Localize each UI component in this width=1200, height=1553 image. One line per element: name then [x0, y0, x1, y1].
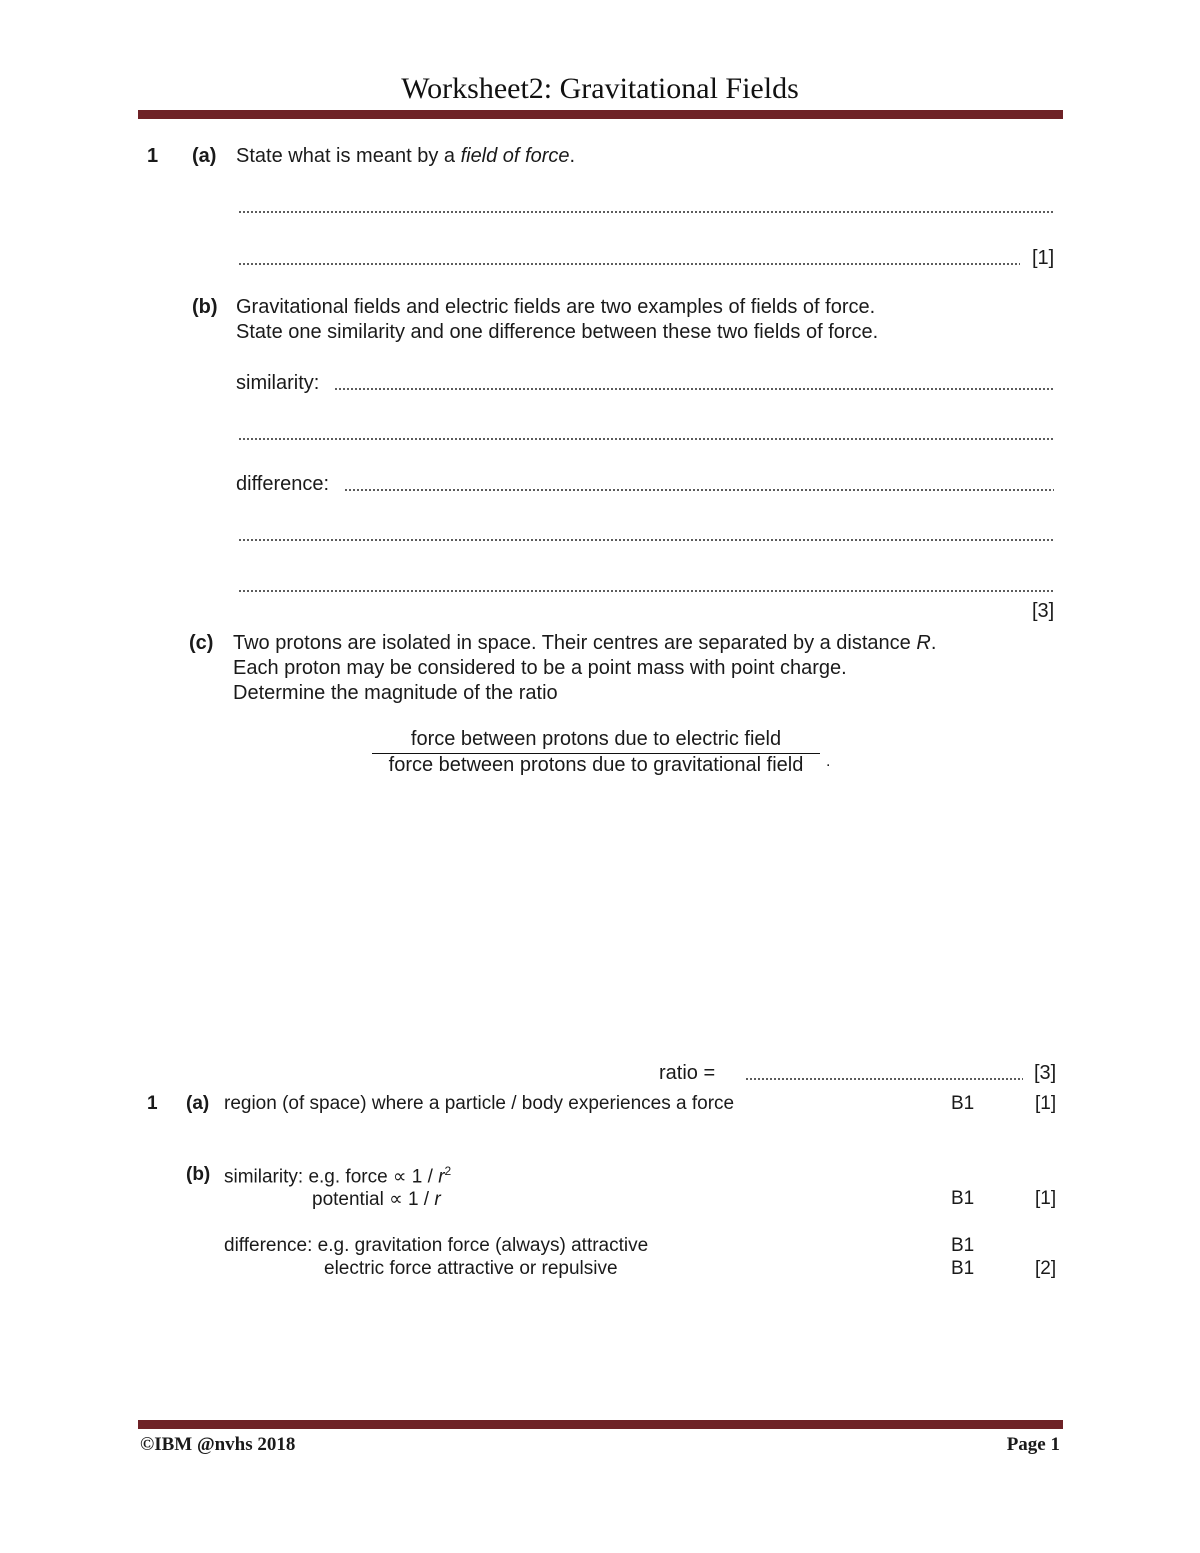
markscheme-similarity-code: B1: [951, 1188, 975, 1209]
markscheme-a-code: B1: [951, 1093, 975, 1114]
markscheme-similarity-var: r: [438, 1166, 445, 1188]
fraction-numerator: force between protons due to electric field: [410, 728, 782, 750]
footer-copyright: ©IBM @nvhs 2018: [140, 1434, 296, 1455]
part-b-marks: [3]: [1032, 600, 1055, 622]
markscheme-difference-code1: B1: [951, 1235, 975, 1256]
markscheme-b-label: (b): [186, 1164, 211, 1185]
markscheme-potential: [312, 1188, 441, 1211]
markscheme-difference-code2: B1: [951, 1258, 975, 1279]
answer-line-difference2[interactable]: [238, 539, 1054, 541]
answer-line-similarity2[interactable]: [238, 438, 1054, 440]
part-c-line1: [233, 632, 936, 655]
similarity-label: similarity:: [236, 372, 320, 394]
ratio-answer-line[interactable]: [745, 1078, 1023, 1080]
markscheme-similarity-prefix: similarity: e.g. force ∝ 1 /: [224, 1166, 439, 1188]
part-c-line1-before: Two protons are isolated in space. Their centres are separated by a distance: [233, 632, 917, 654]
answer-line-difference1[interactable]: [344, 489, 1054, 491]
markscheme-a-label: (a): [186, 1093, 210, 1114]
part-c-label: (c): [189, 632, 214, 654]
markscheme-similarity-exp: 2: [444, 1164, 452, 1178]
fraction-denominator: force between protons due to gravitational field: [388, 754, 804, 776]
header-rule: [138, 110, 1063, 119]
markscheme-similarity: [224, 1164, 451, 1188]
markscheme-difference-line1: difference: e.g. gravitation force (always) attractive: [224, 1235, 649, 1256]
markscheme-difference-line2: electric force attractive or repulsive: [324, 1258, 618, 1279]
part-c-line1-after: .: [930, 632, 937, 654]
footer-page-number: Page 1: [1006, 1434, 1060, 1455]
part-b-label: (b): [192, 296, 218, 318]
page-title: Worksheet2: Gravitational Fields: [401, 72, 799, 105]
part-c-line3: Determine the magnitude of the ratio: [233, 682, 558, 704]
part-a-text-after: .: [569, 145, 576, 167]
markscheme-potential-prefix: potential ∝ 1 /: [312, 1189, 435, 1210]
answer-line-difference3[interactable]: [238, 590, 1054, 592]
footer-rule: [138, 1420, 1063, 1429]
part-a-text-before: State what is meant by a: [236, 145, 461, 167]
difference-label: difference:: [236, 473, 330, 495]
part-c-marks: [3]: [1034, 1062, 1057, 1084]
markscheme-a-marks: [1]: [1035, 1093, 1057, 1114]
part-a-text-italic: field of force: [460, 145, 570, 167]
answer-line-similarity1[interactable]: [334, 388, 1054, 390]
fraction-period: .: [826, 753, 831, 770]
markscheme-a-text: region (of space) where a particle / body experiences a force: [224, 1093, 735, 1114]
part-a-label: (a): [192, 145, 217, 167]
part-b-line1: Gravitational fields and electric fields are two examples of fields of force.: [236, 296, 876, 318]
part-a-question: [236, 145, 575, 168]
question-number: 1: [147, 145, 159, 167]
part-c-line2: Each proton may be considered to be a point mass with point charge.: [233, 657, 847, 679]
answer-line-a2[interactable]: [238, 263, 1020, 265]
markscheme-similarity-marks: [1]: [1035, 1188, 1057, 1209]
part-b-line2: State one similarity and one difference between these two fields of force.: [236, 321, 879, 343]
part-c-variable-r: R: [916, 632, 931, 654]
markscheme-number: 1: [147, 1093, 158, 1114]
markscheme-potential-var: r: [434, 1189, 441, 1210]
ratio-label: ratio =: [659, 1062, 716, 1084]
answer-line-a1[interactable]: [238, 211, 1054, 213]
markscheme-difference-marks: [2]: [1035, 1258, 1057, 1279]
part-a-marks: [1]: [1032, 247, 1055, 269]
